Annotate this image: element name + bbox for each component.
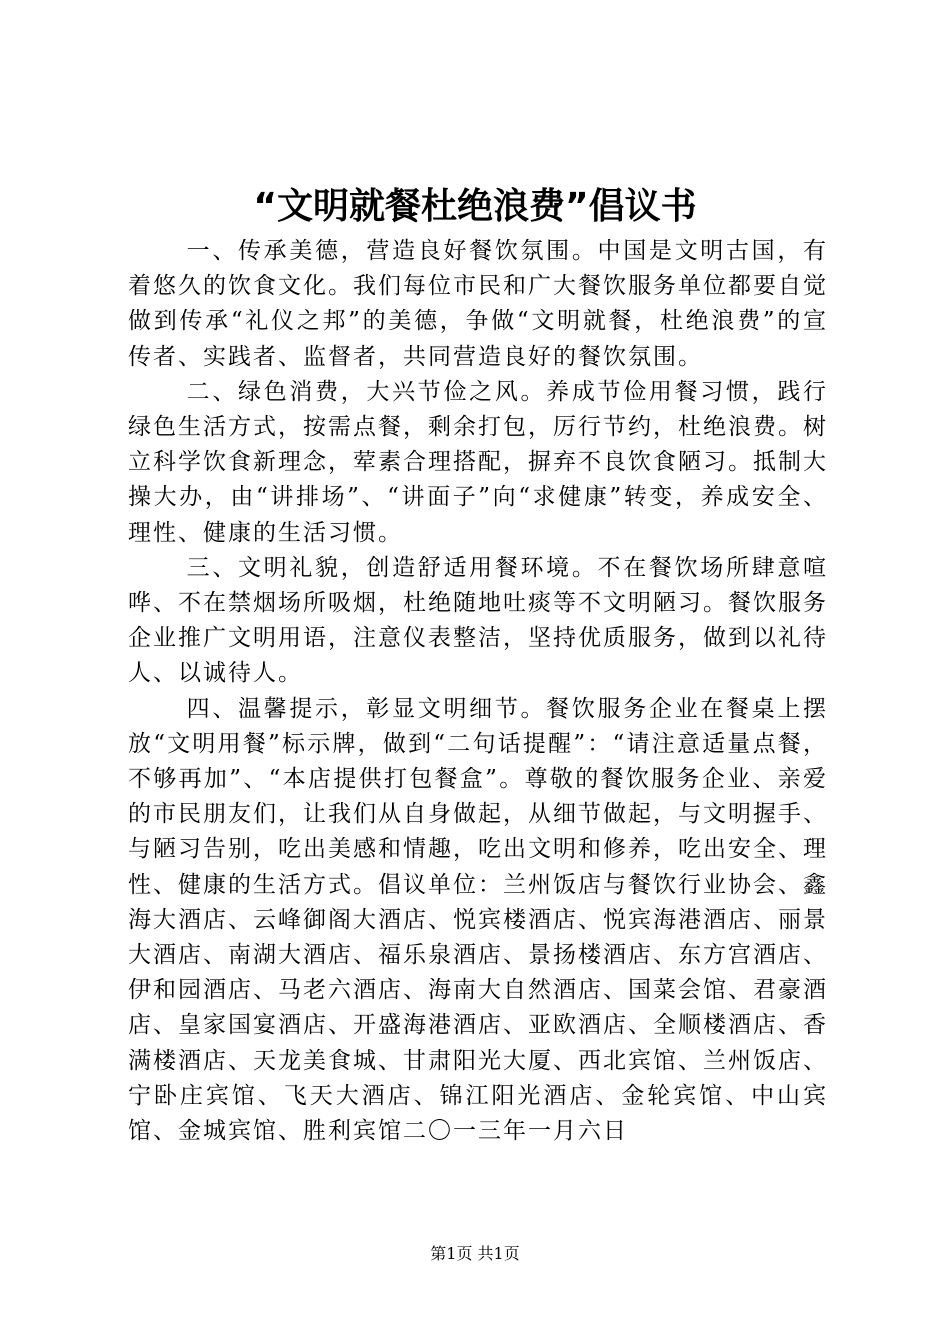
document-title: “文明就餐杜绝浪费”倡议书 <box>253 186 697 227</box>
document-body <box>128 234 828 1149</box>
paragraph-4: 四、温馨提示，彰显文明细节。餐饮服务企业在餐桌上摆放“文明用餐”标示牌，做到“二句话提醒”：“请注意适量点餐，不够再加”、“本店提供打包餐盒”。尊敬的餐饮服务企业、亲爱的市民朋友们，让我们从自身做起，从细节做起，与文明握手、与陋习告别，吃出美感和情趣，吃出文明和修养，吃出安全、理性、健康的生活方式。倡议单位：兰州饭店与餐饮行业协会、鑫海大酒店、云峰御阁大酒店、悦宾楼酒店、悦宾海港酒店、丽景大酒店、南湖大酒店、福乐泉酒店、景扬楼酒店、东方宫酒店、伊和园酒店、马老六酒店、海南大自然酒店、国菜会馆、君豪酒店、皇家国宴酒店、开盛海港酒店、亚欧酒店、全顺楼酒店、香满楼酒店、天龙美食城、甘肃阳光大厦、西北宾馆、兰州饭店、宁卧庄宾馆、飞天大酒店、锦江阳光酒店、金轮宾馆、中山宾馆、金城宾馆、胜利宾馆二〇一三年一月六日 <box>128 695 828 1145</box>
paragraph-2: 二、绿色消费，大兴节俭之风。养成节俭用餐习惯，践行绿色生活方式，按需点餐，剩余打包，厉行节约，杜绝浪费。树立科学饮食新理念，荤素合理搭配，摒弃不良饮食陋习。抵制大操大办，由“讲排场”、“讲面子”向“求健康”转变，养成安全、理性、健康的生活习惯。 <box>128 378 828 546</box>
paragraph-3: 三、文明礼貌，创造舒适用餐环境。不在餐饮场所肆意喧哗、不在禁烟场所吸烟，杜绝随地吐痰等不文明陋习。餐饮服务企业推广文明用语，注意仪表整洁，坚持优质服务，做到以礼待人、以诚待人。 <box>128 554 828 687</box>
page-footer: 第1页 共1页 <box>430 1244 520 1263</box>
paragraph-1: 一、传承美德，营造良好餐饮氛围。中国是文明古国，有着悠久的饮食文化。我们每位市民和广大餐饮服务单位都要自觉做到传承“礼仪之邦”的美德，争做“文明就餐，杜绝浪费”的宣传者、实践者、监督者，共同营造良好的餐饮氛围。 <box>128 238 828 370</box>
